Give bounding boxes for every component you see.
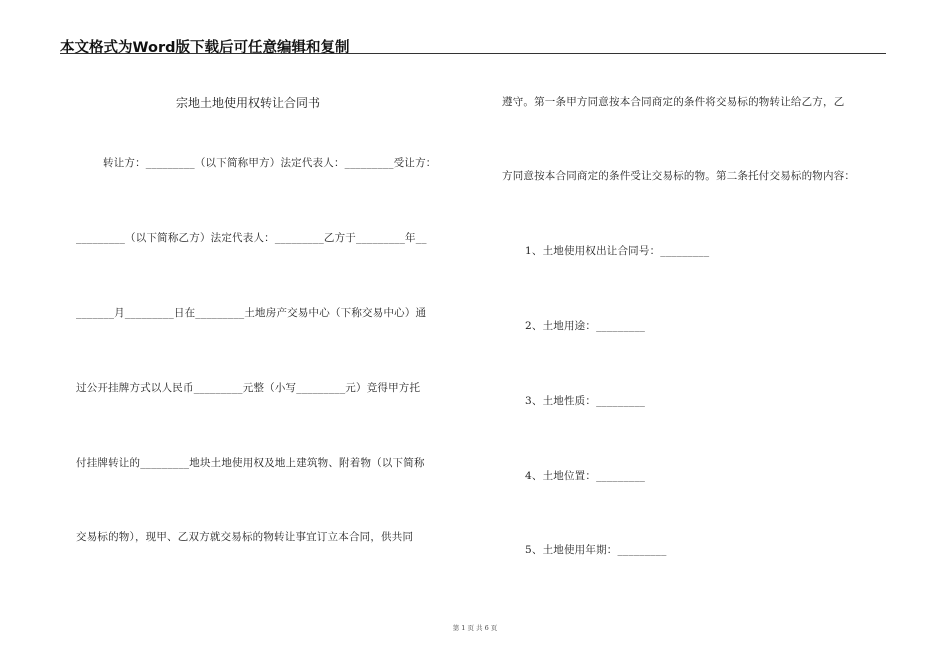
left-line-3: _______月_________日在_________土地房产交易中心（下称交易中心）通: [76, 307, 427, 319]
left-line-4: 过公开挂牌方式以人民币_________元整（小写_________元）竞得甲方托: [76, 382, 421, 394]
right-line-4: 2、土地用途：_________: [525, 320, 646, 332]
right-line-7: 5、土地使用年期：_________: [525, 544, 667, 556]
header-rule: [60, 53, 886, 54]
right-line-1: 遵守。第一条甲方同意按本合同商定的条件将交易标的物转让给乙方，乙: [502, 96, 845, 108]
left-line-1: 转让方：_________（以下简称甲方）法定代表人：_________受让方：: [103, 157, 437, 169]
right-line-6: 4、土地位置：_________: [525, 470, 646, 482]
left-line-6: 交易标的物），现甲、乙双方就交易标的物转让事宜订立本合同，供共同: [76, 531, 414, 543]
left-line-5: 付挂牌转让的_________地块土地使用权及地上建筑物、附着物（以下简称: [76, 457, 425, 469]
page-number-footer: 第 1 页 共 6 页: [452, 624, 498, 632]
document-title: 宗地土地使用权转让合同书: [176, 96, 321, 110]
right-line-3: 1、土地使用权出让合同号：_________: [525, 245, 710, 257]
left-line-2: _________（以下简称乙方）法定代表人：_________乙方于_________年__: [76, 232, 427, 244]
header-banner: 本文格式为Word版下载后可任意编辑和复制: [60, 40, 350, 56]
right-line-5: 3、土地性质：_________: [525, 395, 646, 407]
right-line-2: 方同意按本合同商定的条件受让交易标的物。第二条托付交易标的物内容：: [502, 170, 856, 182]
